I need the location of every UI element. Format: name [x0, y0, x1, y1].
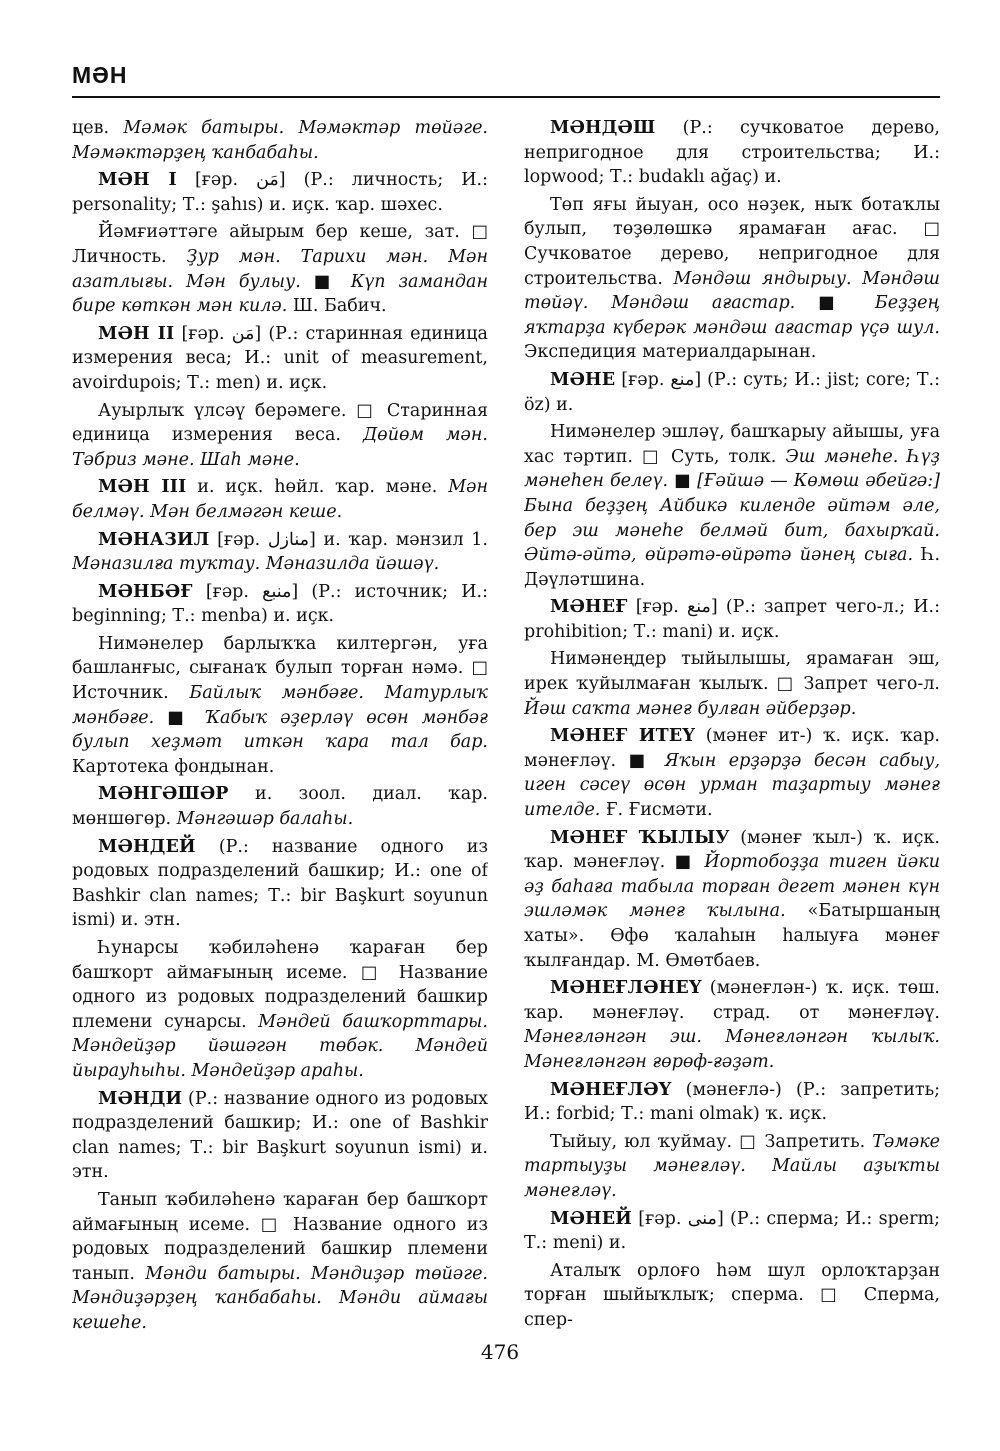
example-text: Дөйөм мән. Тәбриз мәне. Шаһ мәне. [72, 425, 488, 470]
definition-text: цев. [72, 118, 124, 138]
example-text: Мәназилға туҡтау. Мәназилда йәшәү. [72, 554, 440, 575]
example-text: Эш мәнеһе. Һүҙ мәнеһен белеү. ■ [Ғәйшә — Көмөш әбейгә:] Бына беҙҙең Айбикә киленде әйтәм әле, бер эш мәнеһе белмәй бит, бахырҡай. Әйтә-әйтә, өйрәтә-өйрәтә йәнең сыға. [524, 446, 940, 566]
headword: МӘНДӘШ [550, 118, 656, 138]
definition-text: Нимәнелер эшләү, башҡарыу айышы, уға хас тәртип. □ Суть, толк. [524, 422, 940, 467]
definition-text: Танып ҡәбиләһенә ҡараған бер башҡорт аймағының исеме. □ Название одного из родовых подразделений башкир племени танып. [72, 1189, 488, 1284]
definition-text: и. зоол. диал. ҡар. мөншөгөр. [72, 784, 488, 830]
headword: МӘНЕҒ ИТЕҮ [550, 726, 696, 747]
dictionary-entry [72, 168, 488, 217]
definition-text: Нимәнеңдер тыйылышы, ярамаған эш, ирек ҡуйылмаған ҡылыҡ. □ Запрет чего-л. [524, 649, 940, 695]
source-text: Картотека фондынан. [72, 756, 275, 777]
definition-text: Ауырлыҡ үлсәү берәмеге. □ Старинная единица измерения веса. [72, 400, 488, 446]
source-text: Һ. Дәүләтшина. [524, 545, 940, 590]
dictionary-entry [72, 835, 488, 933]
definition-text: Тыйыу, юл ҡуймау. □ Запретить. [550, 1131, 873, 1152]
dictionary-entry [524, 368, 940, 417]
headword: МӘНЕҒ ҠЫЛЫУ [550, 827, 730, 848]
definition-text: [ғәр. منى] (Р.: сперма; И.: sperm; Т.: meni) и. [524, 1208, 940, 1254]
example-text: Мәнгәшәр балаһы. [176, 809, 354, 830]
dictionary-entry [524, 595, 940, 644]
page-number: 476 [480, 1340, 520, 1364]
dictionary-entry [72, 322, 488, 396]
dictionary-entry [524, 1207, 940, 1256]
header-rule [72, 96, 940, 98]
headword: МӘНЕҒ [550, 597, 628, 618]
definition-text: (мәнеғ ҡыл-) ҡ. иҫк. ҡар. мәнеғләү. [524, 827, 940, 873]
example-text: Мәндәш яндырыу. Мәндәш төйәү. Мәндәш ағастар. ■ Беҙҙең яҡтарҙа күберәк мәндәш ағастар үҫә шул. [524, 268, 940, 338]
example-text: Мәндей башҡорттары. Мәндейҙәр йәшәгән төбәк. Мәндей йырауһыһы. Мәндейҙәр араһы. [72, 1011, 488, 1081]
dictionary-entry [72, 528, 488, 577]
entry-paragraph [524, 647, 940, 721]
definition-text: [ғәр. مَن] (Р.: личность; И.: personality; Т.: şahıs) и. иҫк. ҡар. шәхес. [72, 170, 488, 215]
definition-text: и. иҫк. һөйл. ҡар. мәне. [186, 477, 449, 498]
entry-paragraph [524, 1130, 940, 1204]
definition-text: Һунарсы ҡәбиләһенә ҡараған бер башҡорт аймағының исеме. □ Название одного из родовых подразделений башкир племени сунарсы. [72, 938, 488, 1032]
entry-paragraph [524, 1259, 940, 1333]
definition-text: (мәнеғлән-) ҡ. иҫк. төш. ҡар. мәнеғләү. страд. от мәнеғләү. [524, 978, 940, 1023]
running-head: МӘН [72, 62, 128, 88]
headword: МӘНДИ [98, 1088, 183, 1109]
source-text: «Батыршаның хаты». Өфө ҡалаһын һалыуға мәнеғ ҡылғандар. М. Өмөтбаев. [524, 901, 940, 971]
entry-paragraph [72, 220, 488, 318]
example-text: Ҙур мән. Тарихи мән. Мән азатлығы. Мән булыу. ■ Күп замандан бире көткән мән килә. [72, 246, 488, 317]
definition-text: [ғәр. منع] (Р.: суть; И.: jist; core; Т.: öz) и. [524, 369, 940, 415]
headword: МӘНБӘҒ [98, 581, 193, 602]
definition-text: (Р.: сучковатое дерево, непригодное для строительства; И.: lopwood; Т.: budaklı ağaç) и. [524, 118, 940, 188]
dictionary-entry [524, 1078, 940, 1127]
headword: МӘНЕҒЛӘНЕҮ [550, 978, 702, 999]
dictionary-entry [72, 580, 488, 629]
example-text: Йәш саҡта мәнеғ булған әйберҙәр. [524, 698, 857, 719]
source-text: Экспедиция материалдарынан. [524, 342, 817, 363]
dictionary-entry [72, 782, 488, 831]
definition-text: [ғәр. مَن] (Р.: старинная единица измерения веса; И.: unit of measurement, avoirdupois; Т.: men) и. иҫк. [72, 323, 488, 393]
headword: МӘНАЗИЛ [98, 529, 210, 550]
headword: МӘН II [98, 323, 175, 344]
definition-text: [ғәр. منازل] и. ҡар. мәнзил 1. [209, 529, 488, 550]
definition-text: Аталыҡ орлоғо һәм шул орлоҡтарҙан торған шыйыҡлыҡ; сперма. □ Сперма, спер- [524, 1260, 940, 1330]
entry-paragraph [72, 1188, 488, 1336]
dictionary-entry [524, 724, 940, 822]
headword: МӘНГӘШӘР [98, 784, 229, 805]
dictionary-entry [72, 1087, 488, 1185]
example-text: ■ Яҡын ерҙәрҙә бесән сабыу, иген сәсеү өсөн урман таҙартыу мәнеғ ителде. [524, 750, 940, 821]
entry-paragraph [72, 632, 488, 780]
dictionary-entry [72, 475, 488, 524]
source-text: Ғ. Ғисмәти. [600, 800, 713, 821]
definition-text: [ғәр. منبع] (Р.: источник; И.: beginning; Т.: menba) и. иҫк. [72, 581, 488, 627]
entry-paragraph [72, 116, 488, 165]
entry-paragraph [72, 399, 488, 473]
headword: МӘНЕҒЛӘҮ [550, 1079, 672, 1100]
headword: МӘН I [98, 170, 177, 191]
headword: МӘНЕЙ [550, 1208, 633, 1229]
entry-paragraph [524, 193, 940, 365]
headword: МӘН III [98, 477, 187, 498]
example-text: Мән белмәү. Мән белмәгән кеше. [72, 477, 488, 522]
definition-text: Йәмғиәттәге айырым бер кеше, зат. □ Личность. [72, 222, 488, 267]
dictionary-entry [524, 976, 940, 1074]
entry-paragraph [524, 420, 940, 592]
dictionary-entry [524, 116, 940, 190]
definition-text: [ғәр. منع] (Р.: запрет чего-л.; И.: prohibition; Т.: mani) и. иҫк. [524, 597, 940, 642]
definition-text: Нимәнелер барлыҡҡа килтергән, уға башланғыс, сығанаҡ булып торған нәмә. □ Источник. [72, 633, 488, 704]
dictionary-entry [524, 826, 940, 974]
left-column [72, 116, 488, 1336]
definition-text: (мәнеғлә-) (Р.: запретить; И.: forbid; Т.: mani olmak) ҡ. иҫк. [524, 1079, 940, 1125]
definition-text: Төп яғы йыуан, осо нәҙек, ныҡ ботаҡлы булып, төҙөлөшкә ярамаған ағас. □ Сучковатое дерево, непригодное для строительства. [524, 194, 940, 289]
definition-text: (Р.: название одного из родовых подразделений башкир; И.: one of Bashkir clan names; Т.: bir Başkurt soyunun ismi) и. этн. [72, 1088, 488, 1183]
definition-text: (Р.: название одного из родовых подразделений башкир; И.: one of Bashkir clan names; Т.: bir Başkurt soyunun ismi) и. этн. [72, 836, 488, 931]
source-text: Ш. Бабич. [287, 296, 387, 317]
example-text: Байлыҡ мәнбәғе. Матурлыҡ мәнбәғе. ■ Ҡабыҡ әҙерләү өсөн мәнбәғ булып хеҙмәт иткән ҡара тал бар. [72, 683, 488, 753]
example-text: Тәмәке тартыуҙы мәнеғләү. Майлы аҙыҡты мәнеғләү. [524, 1131, 940, 1201]
headword: МӘНДЕЙ [98, 836, 196, 857]
definition-text: (мәнеғ ит-) ҡ. иҫк. ҡар. мәнеғләү. [524, 726, 940, 771]
example-text: Мәмәк батыры. Мәмәктәр төйәге. Мәмәктәрҙең ҡанбабаһы. [72, 118, 488, 163]
example-text: Мәнди батыры. Мәндиҙәр төйәге. Мәндиҙәрҙең ҡанбабаһы. Мәнди аймағы кешеһе. [72, 1263, 488, 1333]
entry-paragraph [72, 936, 488, 1084]
headword: МӘНЕ [550, 369, 616, 390]
example-text: ■ Йортобоҙҙа тиген йәки әҙ баһаға табыла торған дегет мәнен күн эшләмәк мәнеғ ҡылына. [524, 852, 940, 922]
right-column [524, 116, 940, 1336]
example-text: Мәнеғләнгән эш. Мәнеғләнгән ҡылыҡ. Мәнеғләнгән ғөрөф-ғәҙәт. [524, 1027, 940, 1072]
